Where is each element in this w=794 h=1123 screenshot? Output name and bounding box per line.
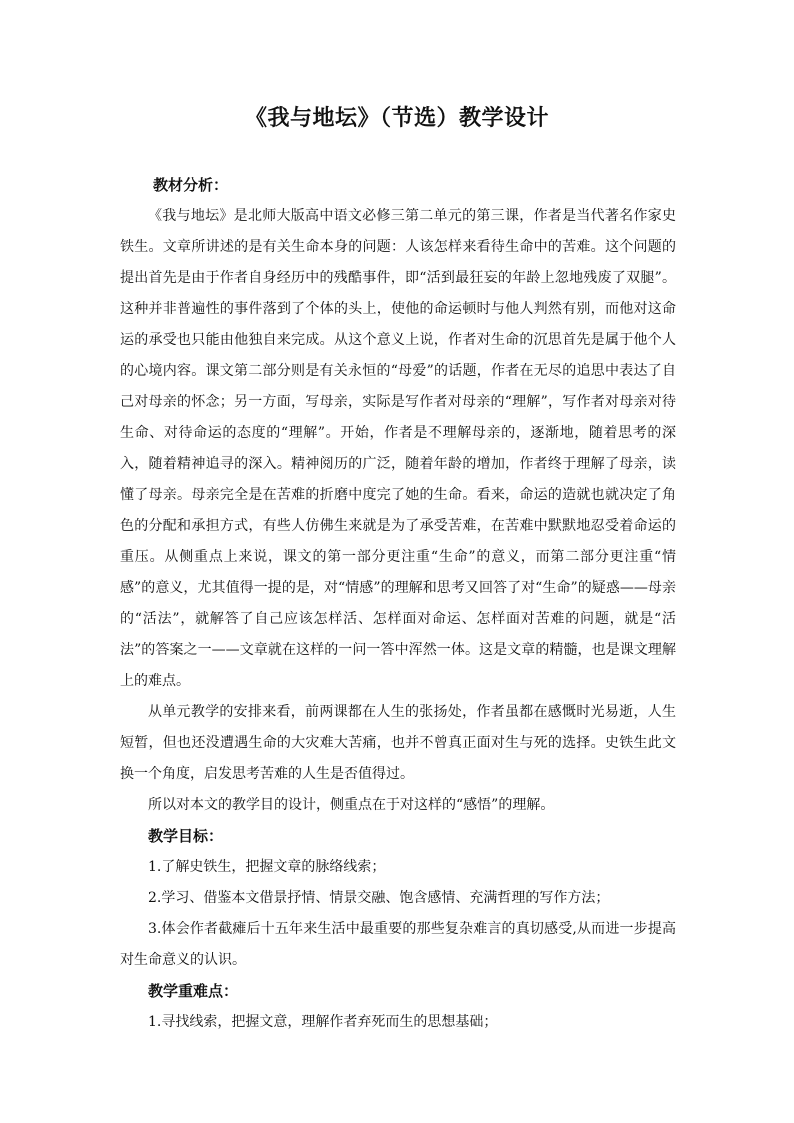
objective-item-3: 3.体会作者截瘫后十五年来生活中最重要的那些复杂难言的真切感受,从而进一步提高对生命意义的认识。: [120, 921, 676, 968]
objective-item-2: 2.学习、借鉴本文借景抒情、情景交融、饱含感情、充满哲理的写作方法；: [148, 890, 610, 906]
analysis-paragraph-3: 所以对本文的教学目的设计，侧重点在于对这样的“感悟”的理解。: [148, 797, 555, 813]
objective-item-1: 1.了解史铁生，把握文章的脉络线索；: [148, 859, 386, 875]
section-heading-key-points: 教学重难点：: [148, 982, 239, 1000]
document-title: 《我与地坛》（节选）教学设计: [244, 105, 549, 131]
analysis-paragraph-1: 《我与地坛》是北师大版高中语文必修三第二单元的第三课，作者是当代著名作家史铁生。文章所讲述的是有关生命本身的问题：人该怎样来看待生命中的苦难。这个问题的提出首先是由于作者自身经历中的残酷事件，即“活到最狂妄的年龄上忽地残废了双腿”。这种并非普遍性的事件落到了个体的头上，使他的命运顿时与他人判然有别，而他对这命运的承受也只能由他独自来完成。从这个意义上说，作者对生命的沉思首先是属于他个人的心境内容。课文第二部分则是有关永恒的“母爱”的话题，作者在无尽的追思中表达了自己对母亲的怀念；另一方面，写母亲，实际是写作者对母亲的“理解”，写作者对母亲对待生命、对待命运的态度的“理解”。开始，作者是不理解母亲的，逐渐地，随着思考的深入，随着精神追寻的深入。精神阅历的广泛，随着年龄的增加，作者终于理解了母亲，读懂了母亲。母亲完全是在苦难的折磨中度完了她的生命。看来，命运的造就也就决定了角色的分配和承担方式，有些人仿佛生来就是为了承受苦难，在苦难中默默地忍受着命运的重压。从侧重点上来说，课文的第一部分更注重“生命”的意义，而第二部分更注重“情感”的意义，尤其值得一提的是，对“情感”的理解和思考又回答了对“生命”的疑惑——母亲的“活法”，就解答了自己应该怎样活、怎样面对命运、怎样面对苦难的问题，就是“活法”的答案之一——文章就在这样的一问一答中浑然一体。这是文章的精髓，也是课文理解上的难点。: [120, 208, 676, 689]
section-heading-objectives: 教学目标：: [148, 827, 224, 845]
section-heading-analysis: 教材分析：: [153, 176, 229, 194]
analysis-paragraph-2: 从单元教学的安排来看，前两课都在人生的张扬处，作者虽都在感慨时光易逝，人生短暂，但也还没遭遇生命的大灾难大苦痛，也并不曾真正面对生与死的选择。史铁生此文换一个角度，启发思考苦难的人生是否值得过。: [120, 704, 676, 782]
key-point-item-1: 1.寻找线索，把握文意，理解作者弃死而生的思想基础；: [148, 1014, 498, 1030]
document-body: [120, 170, 676, 1038]
